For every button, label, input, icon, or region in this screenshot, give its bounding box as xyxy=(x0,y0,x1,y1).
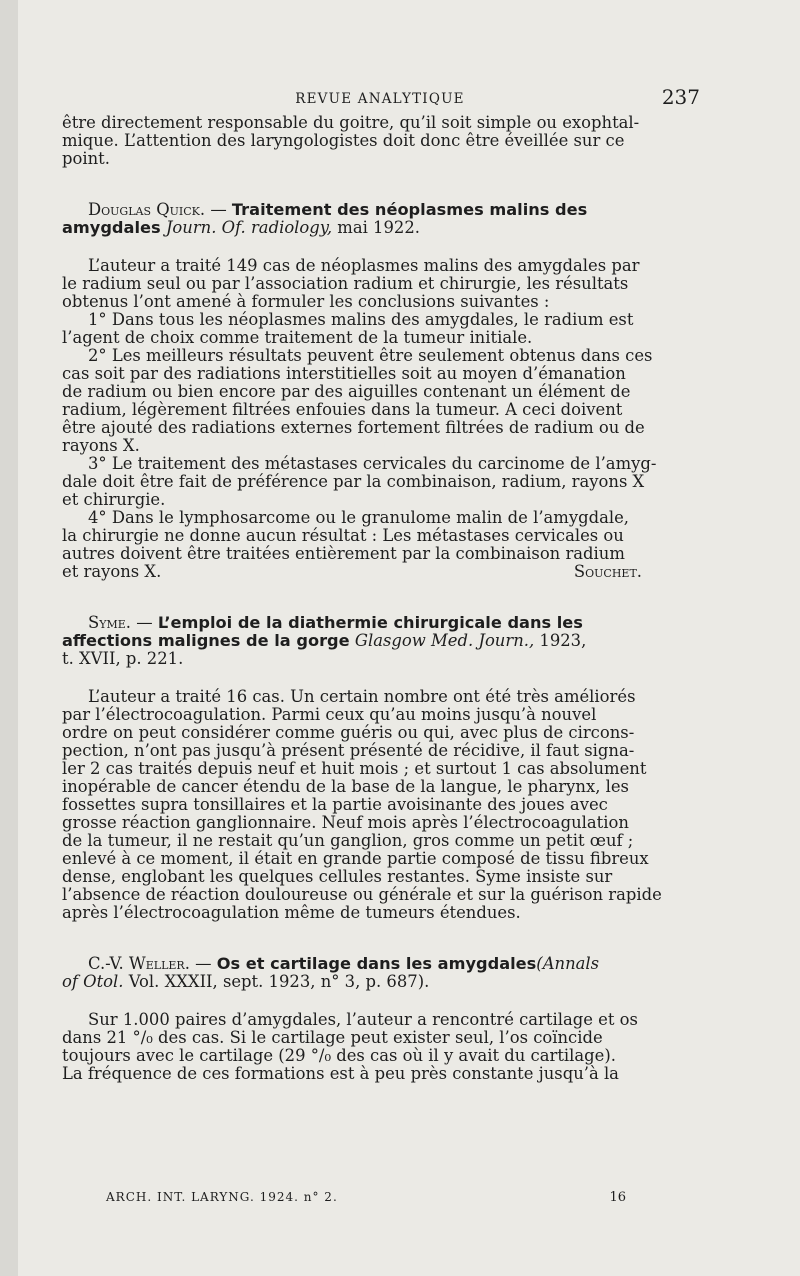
article-heading-syme: Syme. — L’emploi de la diathermie chirurgicale dans les affections malignes de la gorge Glasgow Med. Journ., 1923, t. XVII, p. 221. xyxy=(62,613,587,668)
journal-signature-mark: ARCH. INT. LARYNG. 1924. n° 2. xyxy=(106,1190,338,1204)
running-title: REVUE ANALYTIQUE xyxy=(295,91,465,107)
conclusion-1: 1° Dans tous les néoplasmes malins des amygdales, le radium est l’agent de choix comme traitement de la tumeur initiale. xyxy=(62,310,634,347)
author-name: Douglas Quick. xyxy=(88,200,206,219)
page-content xyxy=(62,82,698,1083)
gathering-number: 16 xyxy=(609,1190,626,1205)
reviewer-signature: Souchet. xyxy=(573,562,642,581)
article-heading-weller: C.-V. Weller. — Os et cartilage dans les amygdales(Annals of Otol. Vol. XXXII, sept. 1923, n° 3, p. 687). xyxy=(62,954,600,991)
page-number: 237 xyxy=(661,85,700,109)
journal-name: Glasgow Med. Journ., xyxy=(354,631,535,650)
page-header xyxy=(62,82,698,114)
conclusion-3: 3° Le traitement des métastases cervicales du carcinome de l’amyg- dale doit être fait de préférence par la combinaison, radium, rayons X et chirurgie. xyxy=(62,454,657,509)
author-name: Syme. xyxy=(88,613,131,632)
conclusion-4: 4° Dans le lymphosarcome ou le granulome malin de l’amygdale, la chirurgie ne donne aucun résultat : Les métastases cervicales ou autres doivent être traitées entièrement par la combinaison radium xyxy=(62,508,630,563)
article-title: Os et cartilage dans les amygdales xyxy=(216,954,537,973)
journal-name: (Annals xyxy=(536,954,600,973)
article-heading-quick: Douglas Quick. — Traitement des néoplasmes malins des amygdales Journ. Of. radiology, mai 1922. xyxy=(62,200,588,237)
intro-paragraph: être directement responsable du goitre, qu’il soit simple ou exophtal- mique. L’attention des laryngologistes doit donc être éveillée sur ce point. xyxy=(62,113,640,168)
journal-name: Journ. Of. radiology, xyxy=(165,218,333,237)
author-name: C.-V. Weller. xyxy=(88,954,190,973)
conclusion-2: 2° Les meilleurs résultats peuvent être seulement obtenus dans ces cas soit par des radiations interstitielles soit au moyen d’émanation de radium ou bien encore par des aiguilles contenant un élément de radium, légèrement filtrées enfouies dans la tumeur. A ceci doivent être ajouté des radiations externes fortement filtrées de radium ou de rayons X. xyxy=(62,346,653,455)
article-paragraph: L’auteur a traité 149 cas de néoplasmes malins des amygdales par le radium seul ou par l’association radium et chirurgie, les résultats obtenus l’ont amené à formuler les conclusions suivantes : xyxy=(62,256,640,311)
article-title: L’emploi de la diathermie chirurgicale dans les xyxy=(157,613,583,632)
article-paragraph: Sur 1.000 paires d’amygdales, l’auteur a rencontré cartilage et os dans 21 °/₀ des cas. Si le cartilage peut exister seul, l’os coïncide toujours avec le cartilage (29 °/₀ des cas où il y avait du cartilage). La fréquence de ces formations est à peu près constante jusqu’à la xyxy=(62,1010,638,1083)
page-left-margin xyxy=(0,0,18,1276)
conclusion-4-end: et rayons X. Souchet. xyxy=(62,562,642,581)
article-title: Traitement des néoplasmes malins des xyxy=(231,200,588,219)
article-paragraph: L’auteur a traité 16 cas. Un certain nombre ont été très améliorés par l’électrocoagulation. Parmi ceux qu’au moins jusqu’à nouvel ordre on peut considérer comme guéris ou qui, avec plus de circons- pection, n’ont pas jusqu’à présent présenté de récidive, il faut signa- ler 2 cas traités depuis neuf et huit mois ; et surtout 1 cas absolument inopérable de cancer étendu de la base de la langue, le pharynx, les fossettes supra tonsillaires et la partie avoisinante des joues avec grosse réaction ganglionnaire. Neuf mois après l’électrocoagulation de la tumeur, il ne restait qu’un ganglion, gros comme un petit œuf ; enlevé à ce moment, il était en grande partie composé de tissu fibreux dense, englobant les quelques cellules restantes. Syme insiste sur l’absence de réaction douloureuse ou générale et sur la guérison rapide après l’électrocoagulation même de tumeurs étendues. xyxy=(62,687,662,922)
page-footer xyxy=(106,1190,626,1204)
